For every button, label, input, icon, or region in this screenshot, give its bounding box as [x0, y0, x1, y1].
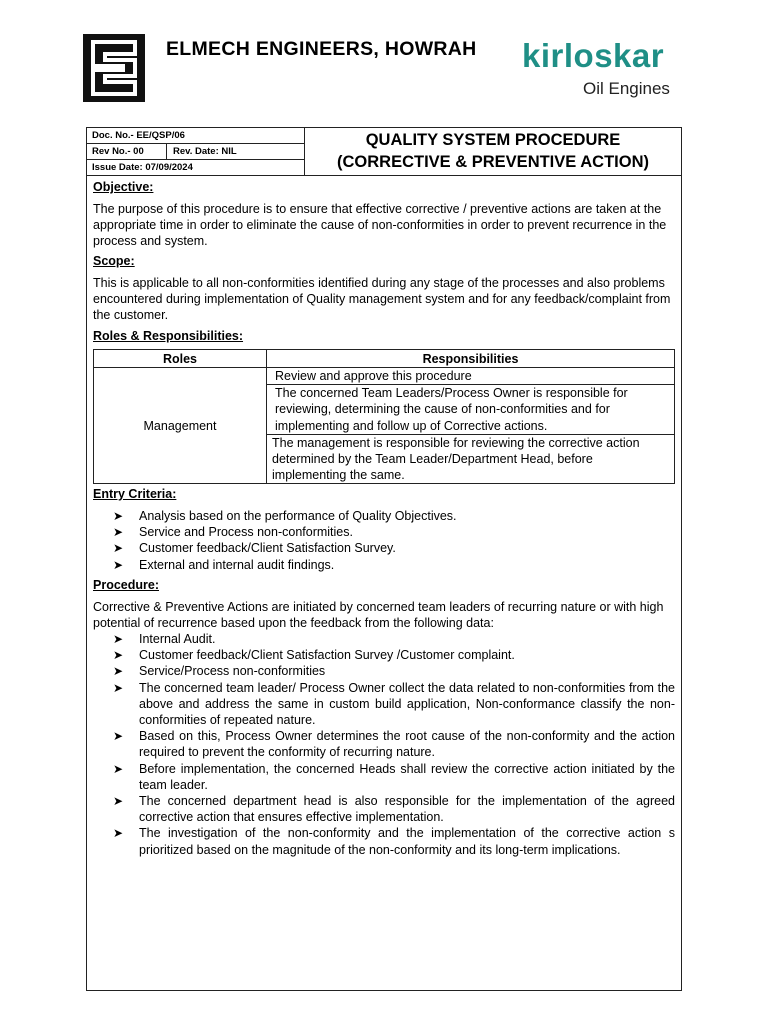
responsibility-3: The management is responsible for reviewing the corrective action determined by the Team Leader/Department Head, before implementing the same.: [267, 434, 675, 484]
title-line-2: (CORRECTIVE & PREVENTIVE ACTION): [337, 153, 649, 171]
doc-info-block: [87, 128, 305, 175]
arrow-right-icon: ➤: [113, 648, 124, 663]
procedure-intro: Corrective & Preventive Actions are initiated by concerned team leaders of recurring nature or with high potential of recurrence based upon the feedback from the following data:: [93, 600, 664, 631]
arrow-right-icon: ➤: [113, 826, 124, 841]
roles-heading: Roles & Responsibilities:: [93, 329, 244, 343]
arrow-right-icon: ➤: [113, 664, 124, 679]
scope-heading: Scope:: [93, 254, 135, 268]
brand-sub: Oil Engines: [583, 79, 670, 98]
elmech-logo-icon: [83, 34, 145, 102]
role-management: Management: [94, 368, 267, 484]
list-item: ➤ Customer feedback/Client Satisfaction Survey.: [113, 541, 396, 556]
arrow-right-icon: ➤: [113, 729, 124, 744]
list-item: ➤ The concerned team leader/ Process Owner collect the data related to non-conformities from the above and address the same in custom build application, Non-conformance classify the non-conformities of repeated nature.: [113, 680, 675, 728]
list-item: ➤ Before implementation, the concerned Heads shall review the corrective action initiated by the team leader.: [113, 761, 675, 792]
company-name: ELMECH ENGINEERS, HOWRAH: [166, 38, 477, 60]
list-item: ➤ Service/Process non-conformities: [113, 664, 326, 679]
list-item: ➤ Analysis based on the performance of Quality Objectives.: [113, 509, 457, 523]
list-item: ➤ Based on this, Process Owner determines the root cause of the non-conformity and the action required to prevent the conformity of recurring nature.: [113, 729, 675, 760]
roles-column-header: Roles: [94, 350, 267, 368]
list-item: ➤ The investigation of the non-conformity and the implementation of the corrective action s prioritized based on the magnitude of the non-conformity and its long-term implications.: [113, 826, 675, 857]
title-line-1: QUALITY SYSTEM PROCEDURE: [365, 131, 621, 149]
entry-criteria-heading: Entry Criteria:: [93, 487, 177, 501]
list-item: ➤ The concerned department head is also responsible for the implementation of the agreed corrective action that ensures effective implementation.: [113, 794, 675, 825]
responsibility-1: Review and approve this procedure: [267, 368, 675, 385]
rev-number: Rev No.- 00: [92, 146, 144, 157]
responsibilities-column-header: Responsibilities: [267, 350, 675, 368]
responsibility-2: The concerned Team Leaders/Process Owner is responsible for reviewing, determining the cause of non-conformities and for implementing and follow up of Corrective actions.: [267, 385, 675, 435]
list-item: ➤ External and internal audit findings.: [113, 557, 335, 572]
procedure-list: [113, 631, 675, 858]
arrow-right-icon: ➤: [113, 680, 124, 695]
objective-heading: Objective:: [93, 180, 154, 194]
scope-text: This is applicable to all non-conformities identified during any stage of the processes and also problems encountered during implementation of Quality management system and for any feedback/complaint from the customer.: [93, 276, 671, 323]
kirloskar-logo: [522, 38, 674, 102]
issue-date: Issue Date: 07/09/2024: [92, 162, 193, 173]
roles-table: [93, 349, 675, 484]
doc-number: Doc. No.- EE/QSP/06: [92, 130, 185, 141]
rev-date: Rev. Date: NIL: [173, 146, 237, 157]
arrow-right-icon: ➤: [113, 761, 124, 776]
procedure-heading: Procedure:: [93, 578, 159, 592]
arrow-right-icon: ➤: [113, 525, 124, 540]
list-item: ➤ Internal Audit.: [113, 632, 216, 646]
arrow-right-icon: ➤: [113, 632, 124, 646]
brand-name: kirloskar: [522, 37, 665, 74]
list-item: ➤ Customer feedback/Client Satisfaction Survey /Customer complaint.: [113, 648, 515, 663]
arrow-right-icon: ➤: [113, 557, 124, 572]
arrow-right-icon: ➤: [113, 794, 124, 809]
entry-criteria-list: [113, 508, 675, 573]
page-title: [305, 128, 681, 173]
list-item: ➤ Service and Process non-conformities.: [113, 525, 353, 540]
arrow-right-icon: ➤: [113, 541, 124, 556]
objective-text: The purpose of this procedure is to ensure that effective corrective / preventive actions are taken at the appropriate time in order to eliminate the cause of non-conformities in order to prevent recurrence in the process and system.: [93, 202, 667, 249]
arrow-right-icon: ➤: [113, 509, 124, 523]
